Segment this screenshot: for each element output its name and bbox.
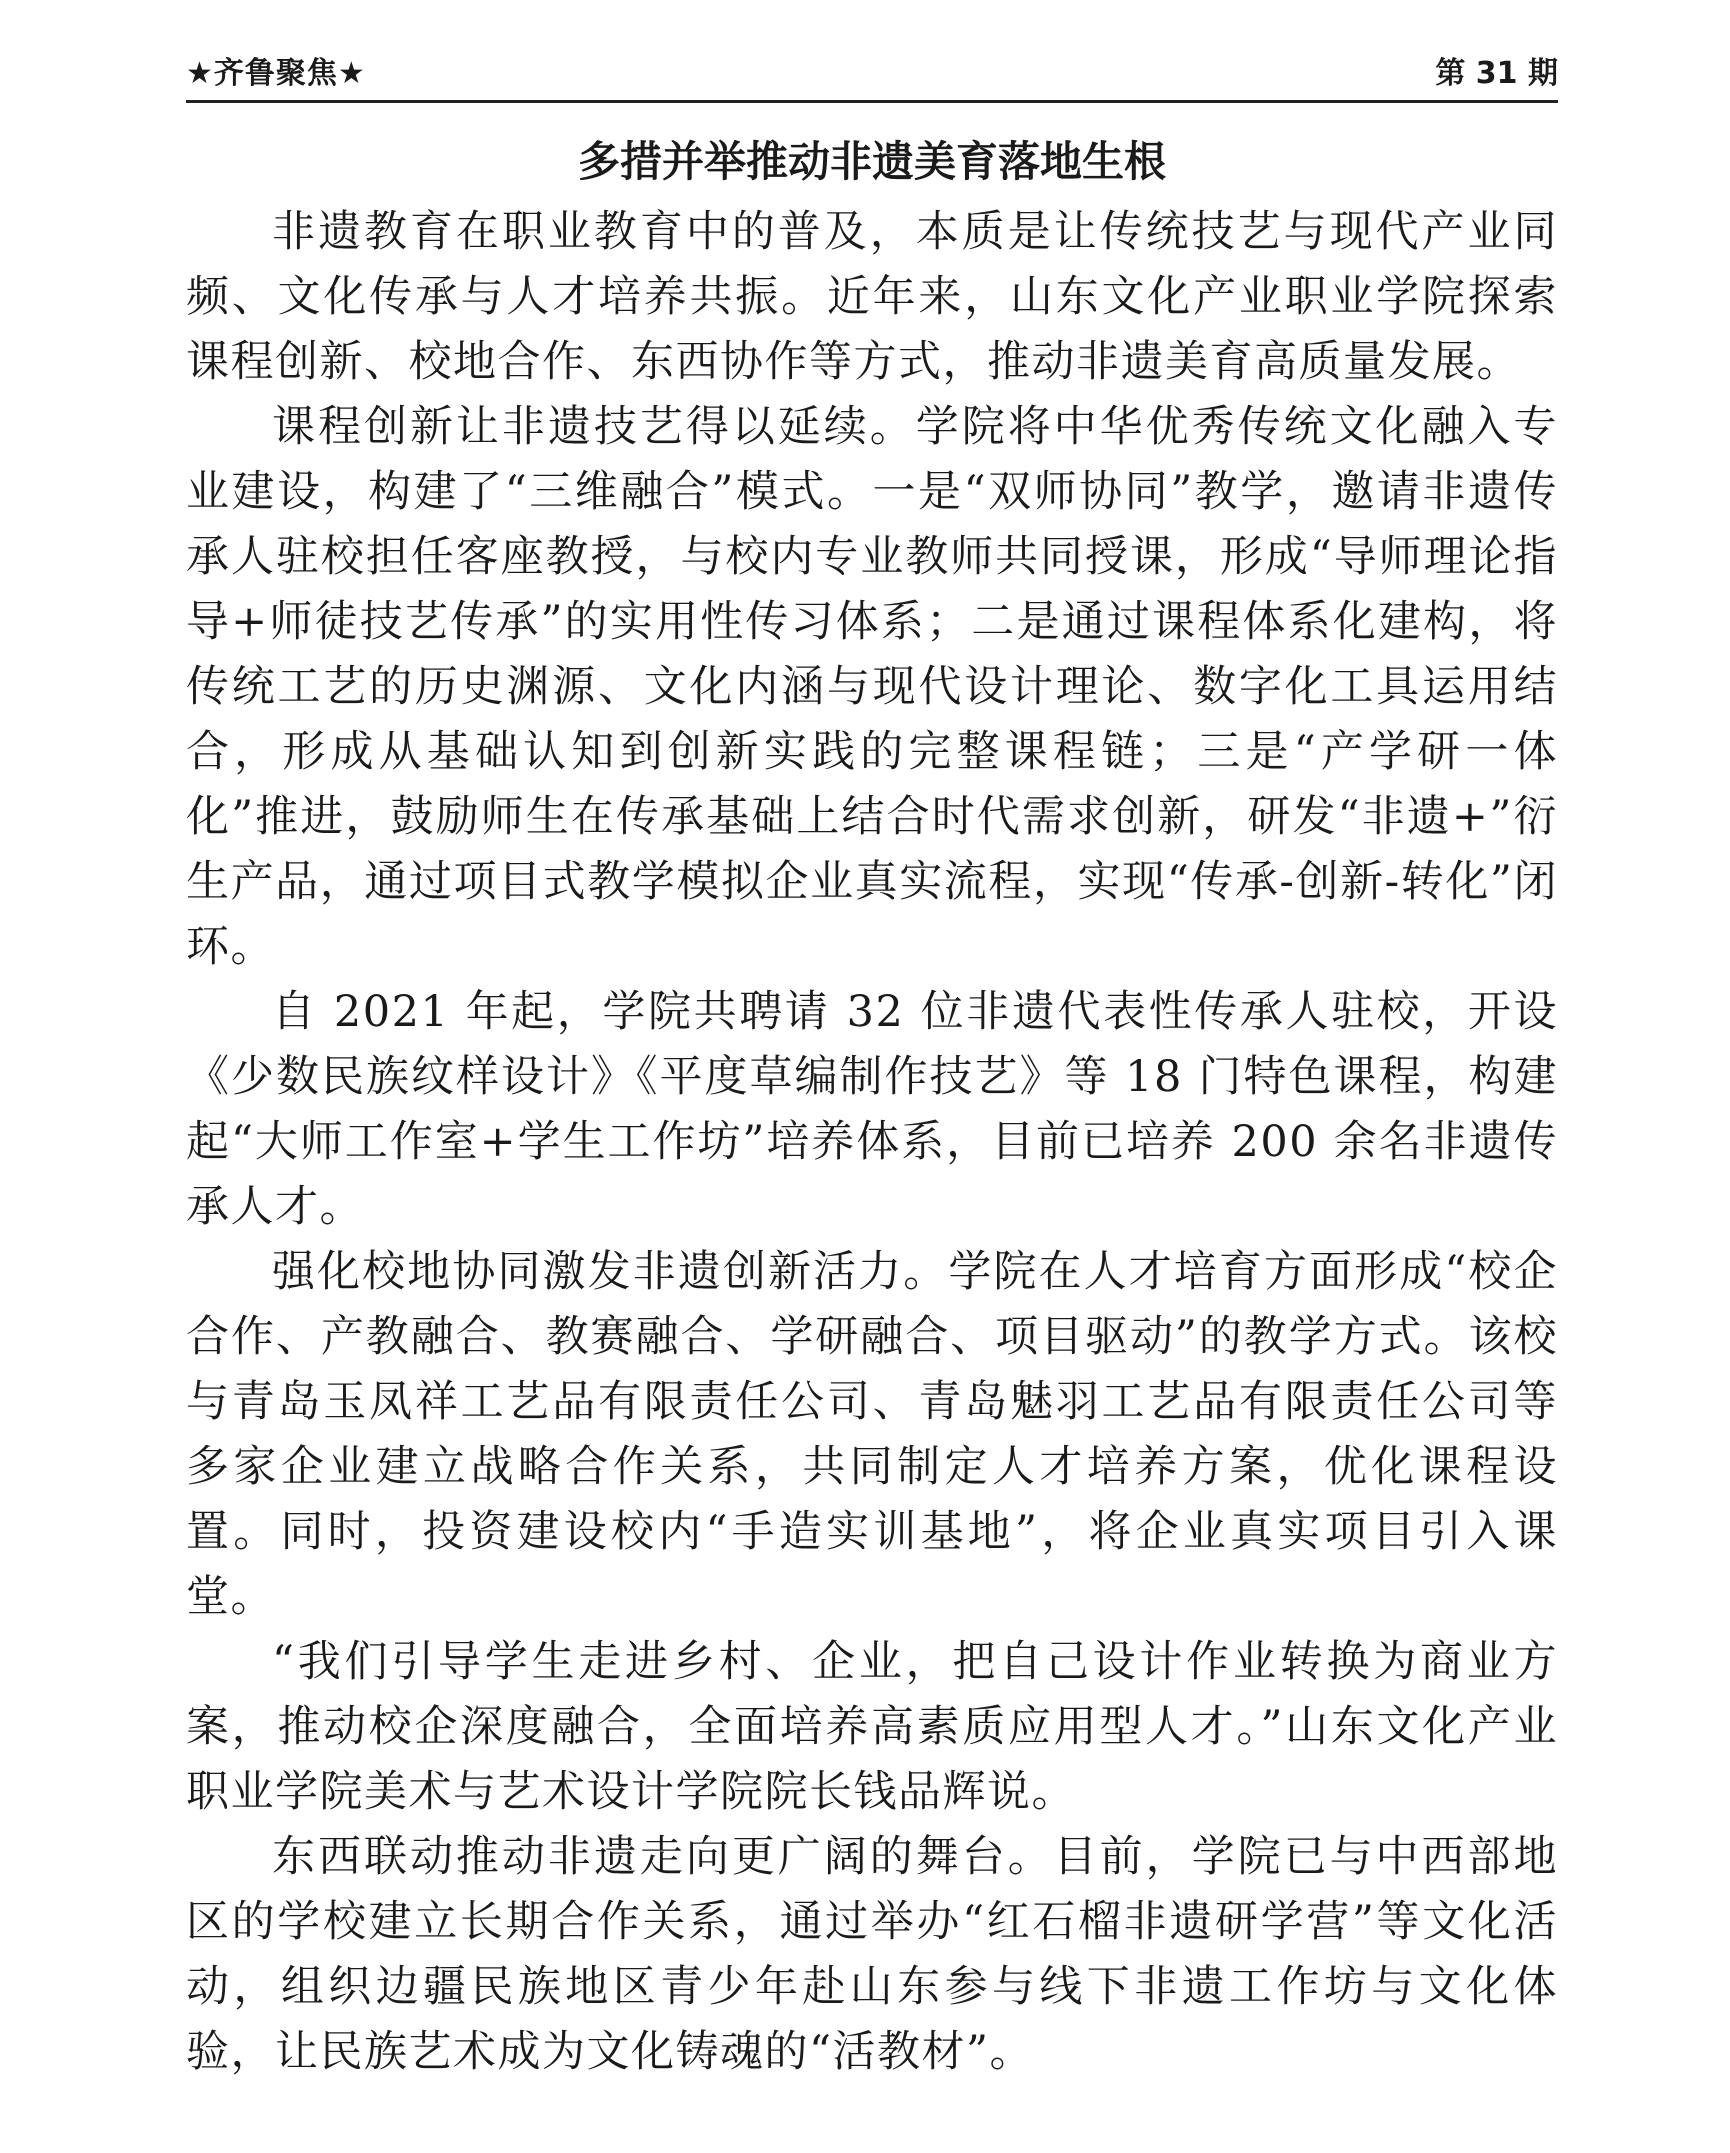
paragraph-collaboration: 强化校地协同激发非遗创新活力。学院在人才培育方面形成“校企合作、产教融合、教赛融合、学研融合、项目驱动”的教学方式。该校与青岛玉凤祥工艺品有限责任公司、青岛魅羽工艺品有限责任公司等多家企业建立战略合作关系，共同制定人才培养方案，优化课程设置。同时，投资建设校内“手造实训基地”，将企业真实项目引入课堂。 [186,1247,1558,1622]
paragraph-statistics: 自 2021 年起，学院共聘请 32 位非遗代表性传承人驻校，开设《少数民族纹样设计》《平度草编制作技艺》等 18 门特色课程，构建起“大师工作室+学生工作坊”培养体系，目前已培养 200 余名非遗传承人才。 [186,987,1558,1232]
section-label: ★齐鲁聚焦★ [186,56,366,91]
paragraph-quote: “我们引导学生走进乡村、企业，把自己设计作业转换为商业方案，推动校企深度融合，全面培养高素质应用型人才。”山东文化产业职业学院美术与艺术设计学院院长钱品辉说。 [186,1637,1558,1817]
paragraph-curriculum: 课程创新让非遗技艺得以延续。学院将中华优秀传统文化融入专业建设，构建了“三维融合”模式。一是“双师协同”教学，邀请非遗传承人驻校担任客座教授，与校内专业教师共同授课，形成“导师理论指导+师徒技艺传承”的实用性传习体系；二是通过课程体系化建构，将传统工艺的历史渊源、文化内涵与现代设计理论、数字化工具运用结合，形成从基础认知到创新实践的完整课程链；三是“产学研一体化”推进，鼓励师生在传承基础上结合时代需求创新，研发“非遗+”衍生产品，通过项目式教学模拟企业真实流程，实现“传承-创新-转化”闭环。 [186,402,1558,972]
document-page [186,0,1558,2153]
article-body [186,200,1558,2085]
issue-number: 第 31 期 [1435,56,1558,91]
paragraph-intro: 非遗教育在职业教育中的普及，本质是让传统技艺与现代产业同频、文化传承与人才培养共振。近年来，山东文化产业职业学院探索课程创新、校地合作、东西协作等方式，推动非遗美育高质量发展。 [186,207,1558,387]
paragraph-east-west: 东西联动推动非遗走向更广阔的舞台。目前，学院已与中西部地区的学校建立长期合作关系，通过举办“红石榴非遗研学营”等文化活动，组织边疆民族地区青少年赴山东参与线下非遗工作坊与文化体验，让民族艺术成为文化铸魂的“活教材”。 [186,1832,1558,2077]
page-header [186,44,1558,103]
article-title: 多措并举推动非遗美育落地生根 [577,137,1166,186]
